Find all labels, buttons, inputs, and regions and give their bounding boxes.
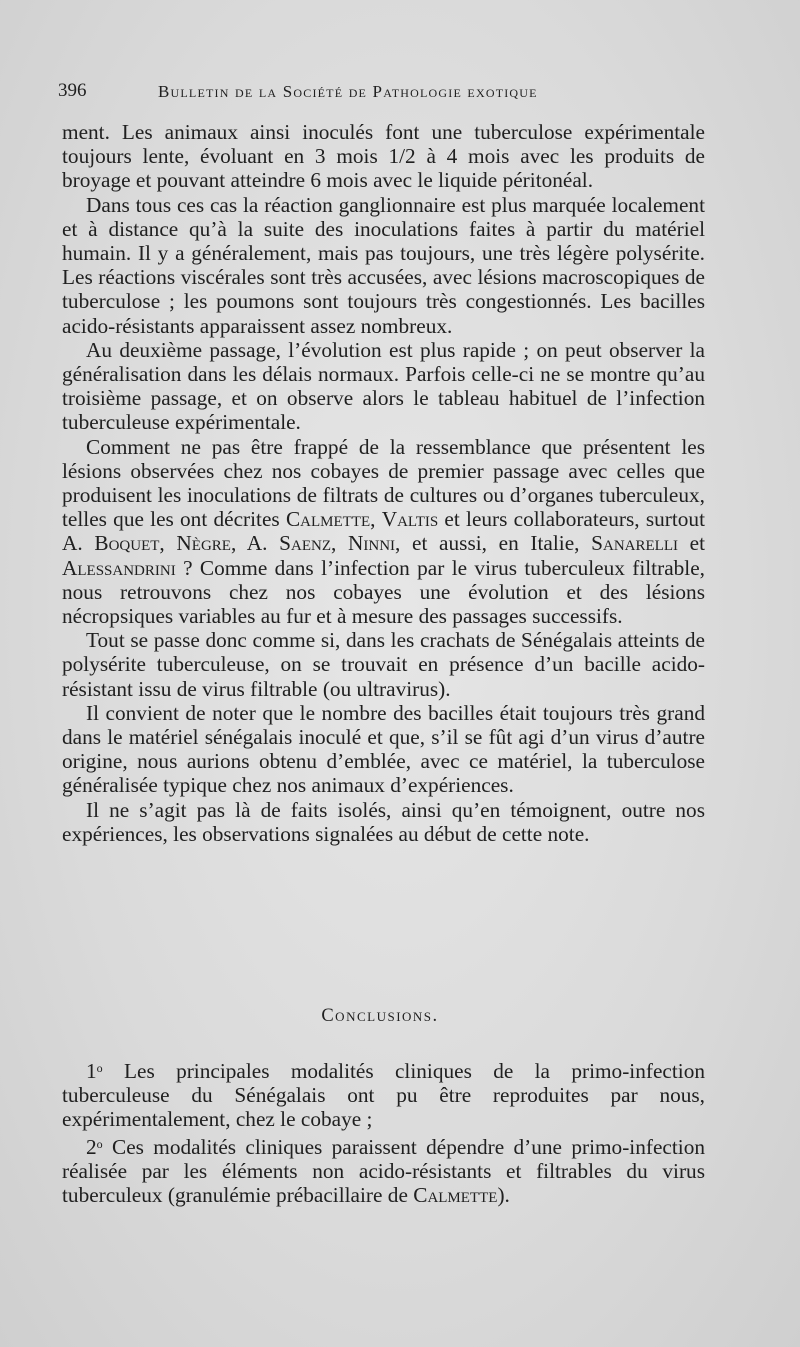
author-name: Alessandrini <box>62 555 176 580</box>
paragraph: Tout se passe donc comme si, dans les crachats de Sénégalais atteints de polysérite tuberculeuse, on se trouvait en présence d’un bacille acido-résistant issu de virus filtrable (ou ultravirus). <box>62 628 705 701</box>
text-span: , <box>159 531 177 556</box>
author-name: Boquet <box>94 531 160 556</box>
conclusion-item <box>62 1056 705 1132</box>
text-span: et leurs collaborateurs, surtout A. <box>62 507 705 556</box>
paragraph: Il convient de noter que le nombre des bacilles était toujours très grand dans le matériel sénégalais inoculé et que, s’il se fût agi d’un virus d’autre origine, nous aurions obtenu d’emblée, avec ce matériel, la tuberculose généralisée typique chez nos animaux d’expériences. <box>62 700 705 798</box>
text-span: , A. <box>230 531 280 556</box>
paragraph <box>62 435 705 629</box>
author-name: Calmette <box>285 507 371 532</box>
section-heading: Conclusions. <box>321 1006 439 1026</box>
ordinal-mark: o <box>96 1061 103 1075</box>
text-span: , <box>330 531 348 556</box>
text-span: et <box>677 531 706 556</box>
author-name: Nègre <box>176 531 231 556</box>
body-text <box>62 120 705 846</box>
text-span: Comment ne pas être frappé de la ressemblance que présentent les lésions observées chez nos cobayes de premier passage avec celles que produisent les inoculations de filtrats de cultures ou d’organes tuberculeux, telles que les ont décrites <box>62 434 705 532</box>
author-name: Saenz <box>279 531 331 556</box>
author-name: Ninni <box>347 531 396 556</box>
item-number <box>86 1059 103 1083</box>
paragraph: Au deuxième passage, l’évolution est plus rapide ; on peut observer la généralisation dans les délais normaux. Parfois celle-ci ne se montre qu’au troisième passage, et on observe alors le tableau habituel de l’infection tuberculeuse expérimentale. <box>62 337 705 435</box>
number: 1 <box>86 1059 97 1083</box>
text-span: ? Comme dans l’infection par le virus tuberculeux filtrable, nous retrouvons chez nos cobayes une évolution et des lésions nécropsiques variables au fur et à mesure des passages successifs. <box>62 555 705 629</box>
text-span: , et aussi, en Italie, <box>395 531 592 556</box>
page-number: 396 <box>58 80 87 101</box>
running-title: Bulletin de la Société de Pathologie exotique <box>158 82 538 101</box>
paragraph: Dans tous ces cas la réaction ganglionnaire est plus marquée localement et à distance qu’à la suite des inoculations faites à partir du matériel humain. Il y a généralement, mais pas toujours, une très légère polysérite. Les réactions viscérales sont très accusées, avec lésions macroscopiques de tuberculose ; les poumons sont toujours très congestionnés. Les bacilles acido-résistants apparaissent assez nombreux. <box>62 192 705 338</box>
item-number <box>86 1135 103 1159</box>
text-span: , <box>370 507 382 532</box>
paragraph: ment. Les animaux ainsi inoculés font une tuberculose expérimentale toujours lente, évoluant en 3 mois 1/2 à 4 mois avec les produits de broyage et pouvant atteindre 6 mois avec le liquide péritonéal. <box>62 120 705 193</box>
conclusion-item <box>62 1132 705 1208</box>
conclusions-list <box>62 1056 705 1207</box>
item-text: Les principales modalités cliniques de la primo-infection tuberculeuse du Sénégalais ont pu être reproduites par nous, expérimentalement, chez le cobaye ; <box>62 1059 705 1132</box>
paragraph: Il ne s’agit pas là de faits isolés, ainsi qu’en témoignent, outre nos expériences, les observations signalées au début de cette note. <box>62 797 705 846</box>
page-header <box>58 80 704 106</box>
item-text: ). <box>497 1183 510 1208</box>
number: 2 <box>86 1134 97 1159</box>
author-name: Valtis <box>381 507 439 532</box>
author-name: Sanarelli <box>591 531 678 556</box>
author-name: Calmette <box>413 1183 498 1208</box>
ordinal-mark: o <box>96 1136 103 1151</box>
item-text: Ces modalités cliniques paraissent dépendre d’une primo-infection réalisée par les éléments non acido-résistants et filtrables du virus tuberculeux (granulémie prébacillaire de <box>62 1134 705 1208</box>
